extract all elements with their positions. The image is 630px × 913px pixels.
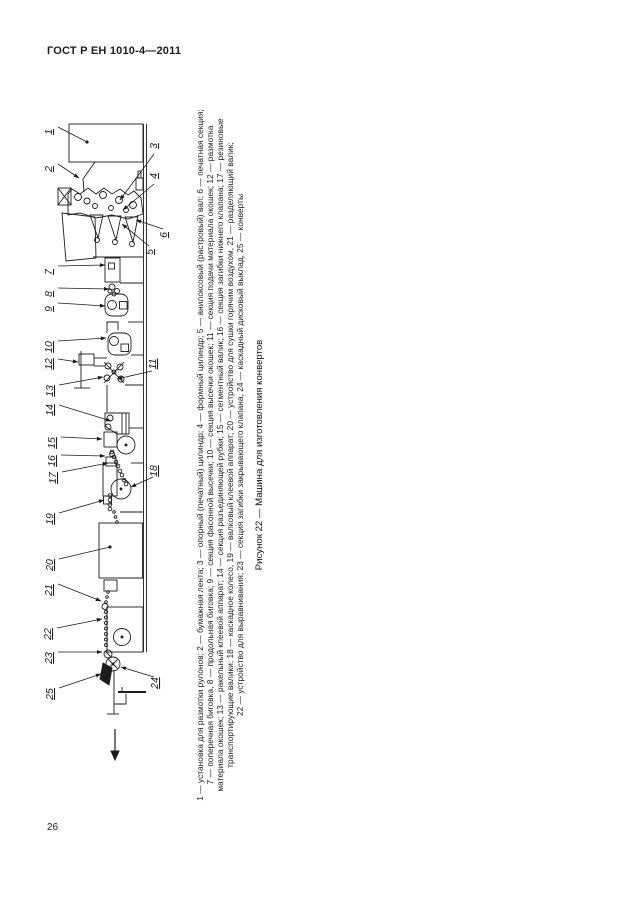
svg-text:8: 8 (43, 291, 55, 297)
figure-caption: Рисунок 22 — Машина для изготовления конвертов (254, 339, 265, 571)
machine-drawing (58, 124, 147, 760)
part-segment-roller (104, 432, 135, 454)
svg-text:5: 5 (144, 249, 156, 255)
svg-text:17: 17 (47, 472, 59, 484)
callout-3 (120, 143, 160, 200)
callout-21 (43, 584, 101, 601)
part-window-material-unwind (74, 351, 107, 388)
svg-text:6: 6 (158, 232, 170, 238)
callout-7 (43, 265, 105, 275)
svg-text:1: 1 (43, 129, 55, 135)
callout-24 (121, 667, 161, 690)
callout-5 (122, 224, 156, 255)
svg-text:19: 19 (44, 513, 56, 525)
part-printing-section (58, 171, 143, 261)
svg-text:18: 18 (148, 465, 160, 477)
page-number: 26 (47, 822, 59, 833)
legend-line-5: 22 — устройство для выравнивания; 23 — секция загибки закрывающего клапана, 24 — каскадный дисковый выклад, 25 — конверты (235, 193, 245, 717)
callout-6 (136, 220, 170, 238)
svg-text:12: 12 (43, 358, 55, 370)
callout-8 (43, 288, 109, 297)
callout-14 (44, 404, 111, 421)
svg-text:9: 9 (43, 306, 55, 312)
callout-22 (42, 619, 102, 641)
svg-text:14: 14 (44, 404, 56, 416)
callout-20 (44, 545, 112, 571)
part-die-cutting (105, 294, 128, 333)
part-window-cutting (108, 333, 131, 355)
part-separating-cut (105, 413, 129, 434)
callout-10 (43, 338, 106, 353)
svg-text:11: 11 (147, 358, 159, 370)
svg-text:25: 25 (44, 688, 56, 700)
svg-text:10: 10 (43, 341, 55, 353)
svg-text:24: 24 (149, 677, 161, 689)
callout-2 (43, 164, 79, 178)
callout-25 (44, 674, 101, 701)
part-roll-unwind-stand (69, 124, 143, 162)
part-output-tray (107, 670, 146, 714)
svg-text:15: 15 (46, 437, 58, 449)
svg-text:22: 22 (42, 628, 54, 640)
part-transport-rollers (110, 450, 128, 486)
callout-layer (42, 127, 170, 701)
part-separating-roller (102, 580, 117, 610)
callout-19 (44, 500, 104, 525)
svg-text:3: 3 (148, 143, 160, 149)
callout-13 (44, 377, 103, 397)
part-cross-creasing (105, 258, 120, 296)
svg-text:16: 16 (46, 455, 58, 467)
svg-text:4: 4 (148, 173, 160, 179)
part-aligning-device (104, 607, 143, 658)
machine-baseline (144, 124, 147, 652)
legend-line-1: 1 — установка для размотки рулонов; 2 — бумажная лента; 3 — опорный (печатный) цилиндр; 4 — формный цилиндр; 5 — анилоксовый (растровый) вал; 6 — печатная секция; (195, 109, 205, 801)
callout-1 (43, 127, 89, 144)
callout-23 (43, 652, 102, 665)
part-paper-web (83, 162, 95, 192)
part-drying-unit (99, 523, 143, 578)
svg-text:23: 23 (43, 652, 55, 664)
callout-18 (131, 465, 160, 487)
part-cascade-wheel (103, 463, 131, 499)
page-header-title: ГОСТ Р ЕН 1010-4—2011 (47, 45, 182, 57)
callout-12 (43, 358, 78, 370)
legend-line-2: 7 — поперечная биговка, 8 — продольная биговка; 9 — секция фасонной высечки; 10 — секция высечки окошек; 11 — секция подачи материала окошек; 12 — размотка (205, 125, 215, 785)
svg-text:13: 13 (44, 385, 56, 397)
legend-line-4: транспортирующие валики; 18 — каскадное колесо, 19 — валковый клеевой аппарат; 20 — устройство для сушки горячим воздухом, 21 — разделяющий валик; (225, 142, 235, 768)
figure-legend-block (195, 69, 283, 841)
part-glue-rollers (104, 362, 124, 412)
callout-9 (43, 303, 105, 312)
callout-11 (117, 359, 159, 379)
svg-text:7: 7 (43, 269, 55, 275)
svg-text:2: 2 (43, 166, 55, 172)
svg-text:20: 20 (44, 559, 56, 571)
callout-15 (46, 437, 102, 449)
svg-text:21: 21 (43, 584, 55, 596)
legend-line-3: материала окошек; 13 — ракельный клеевой аппарат; 14 — секция разъединяющей рубки; 15 — сегментный валик; 16 — секция загибки нижнего клапана; 17 — резиновые (215, 118, 225, 792)
